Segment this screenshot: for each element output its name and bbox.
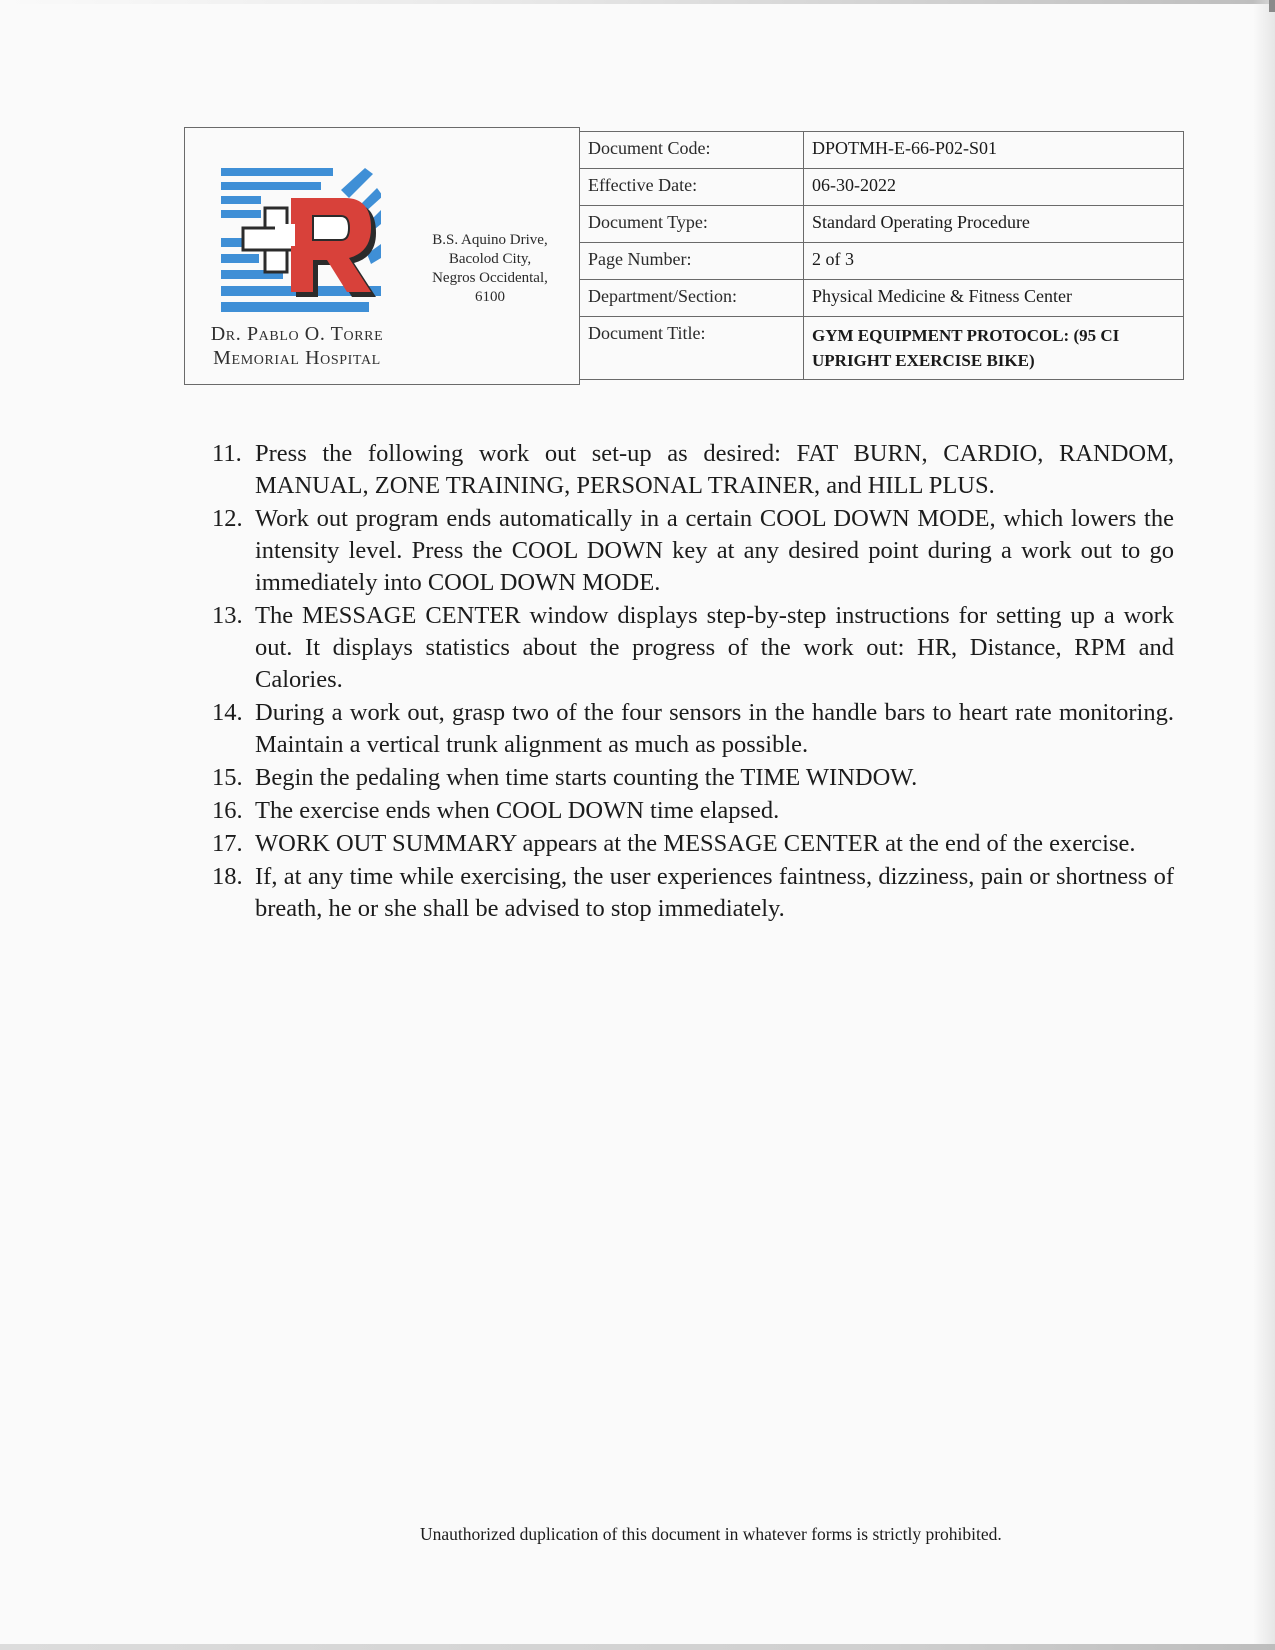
- list-item: [212, 861, 1174, 925]
- meta-label: Document Title:: [580, 317, 804, 380]
- address-line: Negros Occidental,: [432, 270, 548, 286]
- meta-label: Department/Section:: [580, 280, 804, 317]
- hospital-logo-icon: [221, 168, 381, 320]
- procedure-steps-list: [212, 438, 1174, 926]
- scan-edge-bottom: [0, 1644, 1275, 1650]
- address-line: Bacolod City,: [448, 251, 532, 267]
- scan-edge-top: [0, 0, 1275, 4]
- meta-value: Standard Operating Procedure: [804, 206, 1184, 243]
- step-number: 13.: [212, 602, 243, 629]
- step-number: 11.: [212, 440, 242, 467]
- footer-notice: Unauthorized duplication of this document in whatever forms is strictly prohibited.: [420, 1524, 1002, 1544]
- meta-value: DPOTMH-E-66-P02-S01: [804, 132, 1184, 169]
- meta-label: Effective Date:: [580, 169, 804, 206]
- hospital-address: [410, 231, 570, 307]
- meta-value: GYM EQUIPMENT PROTOCOL: (95 CI UPRIGHT EXERCISE BIKE): [804, 317, 1184, 380]
- step-text: WORK OUT SUMMARY appears at the MESSAGE CENTER at the end of the exercise.: [255, 830, 1136, 857]
- step-text: If, at any time while exercising, the user experiences faintness, dizziness, pain or shortness of breath, he or she shall be advised to stop immediately.: [255, 863, 1174, 922]
- step-text: The exercise ends when COOL DOWN time elapsed.: [255, 797, 780, 824]
- hospital-name: [187, 322, 407, 370]
- step-text: Begin the pedaling when time starts counting the TIME WINDOW.: [255, 764, 918, 791]
- step-number: 16.: [212, 797, 243, 824]
- meta-value: Physical Medicine & Fitness Center: [804, 280, 1184, 317]
- list-item: [212, 795, 1174, 827]
- meta-row-department: [580, 280, 1184, 317]
- meta-label: Document Type:: [580, 206, 804, 243]
- step-number: 12.: [212, 505, 243, 532]
- step-number: 15.: [212, 764, 243, 791]
- document-metadata-table: [579, 131, 1184, 380]
- list-item: [212, 762, 1174, 794]
- hospital-name-line1: Dr. Pablo O. Torre: [210, 323, 384, 345]
- meta-row-page-number: [580, 243, 1184, 280]
- hospital-identity-box: [184, 127, 580, 385]
- list-item: [212, 600, 1174, 696]
- meta-label: Document Code:: [580, 132, 804, 169]
- document-header: [184, 127, 1182, 387]
- meta-label: Page Number:: [580, 243, 804, 280]
- step-text: Press the following work out set-up as desired: FAT BURN, CARDIO, RANDOM, MANUAL, ZONE TRAINING, PERSONAL TRAINER, and HILL PLUS.: [255, 440, 1174, 499]
- scan-edge-right: [1253, 0, 1275, 1650]
- step-number: 14.: [212, 699, 243, 726]
- meta-value: 2 of 3: [804, 243, 1184, 280]
- scan-corner-mark: [1269, 0, 1275, 12]
- list-item: [212, 828, 1174, 860]
- step-number: 17.: [212, 830, 243, 857]
- meta-value: 06-30-2022: [804, 169, 1184, 206]
- list-item: [212, 697, 1174, 761]
- meta-row-document-code: [580, 132, 1184, 169]
- list-item: [212, 438, 1174, 502]
- meta-row-document-type: [580, 206, 1184, 243]
- step-text: During a work out, grasp two of the four sensors in the handle bars to heart rate monitoring. Maintain a vertical trunk alignment as much as possible.: [255, 699, 1174, 758]
- step-text: Work out program ends automatically in a certain COOL DOWN MODE, which lowers the intensity level. Press the COOL DOWN key at any desired point during a work out to go immediately into COOL DOWN MODE.: [255, 505, 1174, 596]
- meta-row-document-title: [580, 317, 1184, 380]
- step-text: The MESSAGE CENTER window displays step-by-step instructions for setting up a work out. It displays statistics about the progress of the work out: HR, Distance, RPM and Calories.: [255, 602, 1174, 693]
- meta-row-effective-date: [580, 169, 1184, 206]
- address-line: B.S. Aquino Drive,: [432, 232, 548, 248]
- hospital-name-line2: Memorial Hospital: [213, 347, 381, 369]
- list-item: [212, 503, 1174, 599]
- address-line: 6100: [475, 289, 505, 305]
- step-number: 18.: [212, 863, 243, 890]
